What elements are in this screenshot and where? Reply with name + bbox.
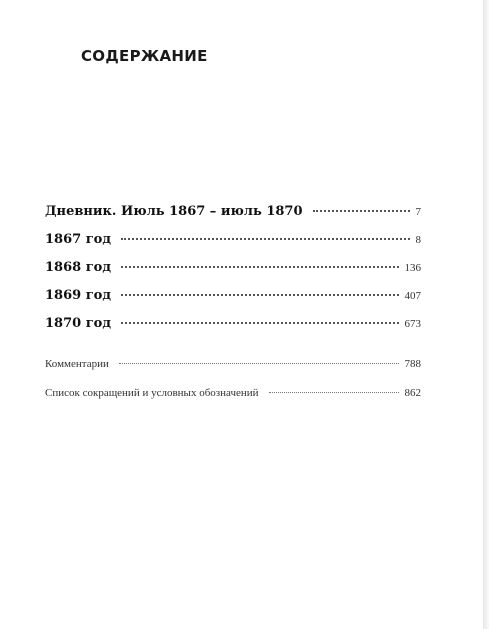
page-edge-shadow: [483, 0, 489, 629]
toc-entry-page-number: 7: [415, 206, 421, 218]
dot-leader: [313, 210, 410, 212]
dot-leader: [121, 238, 409, 240]
dot-leader: [269, 392, 399, 393]
page-title: СОДЕРЖАНИЕ: [81, 47, 208, 65]
toc-entry-1869[interactable]: [45, 288, 421, 303]
dot-leader: [121, 266, 398, 268]
toc-entry-page-number: 407: [404, 290, 421, 302]
toc-entry-page-number: 788: [404, 358, 421, 370]
toc-entry-label: 1870 год: [45, 316, 112, 331]
toc-entry-label: 1869 год: [45, 288, 112, 303]
toc-entry-label: Комментарии: [45, 358, 109, 370]
toc-entry-page-number: 862: [404, 387, 421, 399]
toc-entry-page-number: 673: [404, 318, 421, 330]
toc-entry-page-number: 8: [415, 234, 421, 246]
toc-entry-label: 1868 год: [45, 260, 112, 275]
toc-entry-label: Список сокращений и условных обозначений: [45, 387, 259, 399]
toc-entry-page-number: 136: [404, 262, 421, 274]
toc-entry-1867[interactable]: [45, 232, 421, 247]
toc-entry-1870[interactable]: [45, 316, 421, 331]
dot-leader: [121, 294, 398, 296]
toc-entry-label: 1867 год: [45, 232, 112, 247]
dot-leader: [121, 322, 398, 324]
toc-entry-diary[interactable]: [45, 204, 421, 219]
toc-entry-label: Дневник. Июль 1867 – июль 1870: [45, 204, 303, 219]
toc-entry-abbreviations[interactable]: [45, 387, 421, 399]
dot-leader: [119, 363, 399, 364]
toc-entry-1868[interactable]: [45, 260, 421, 275]
toc-entry-comments[interactable]: [45, 358, 421, 370]
